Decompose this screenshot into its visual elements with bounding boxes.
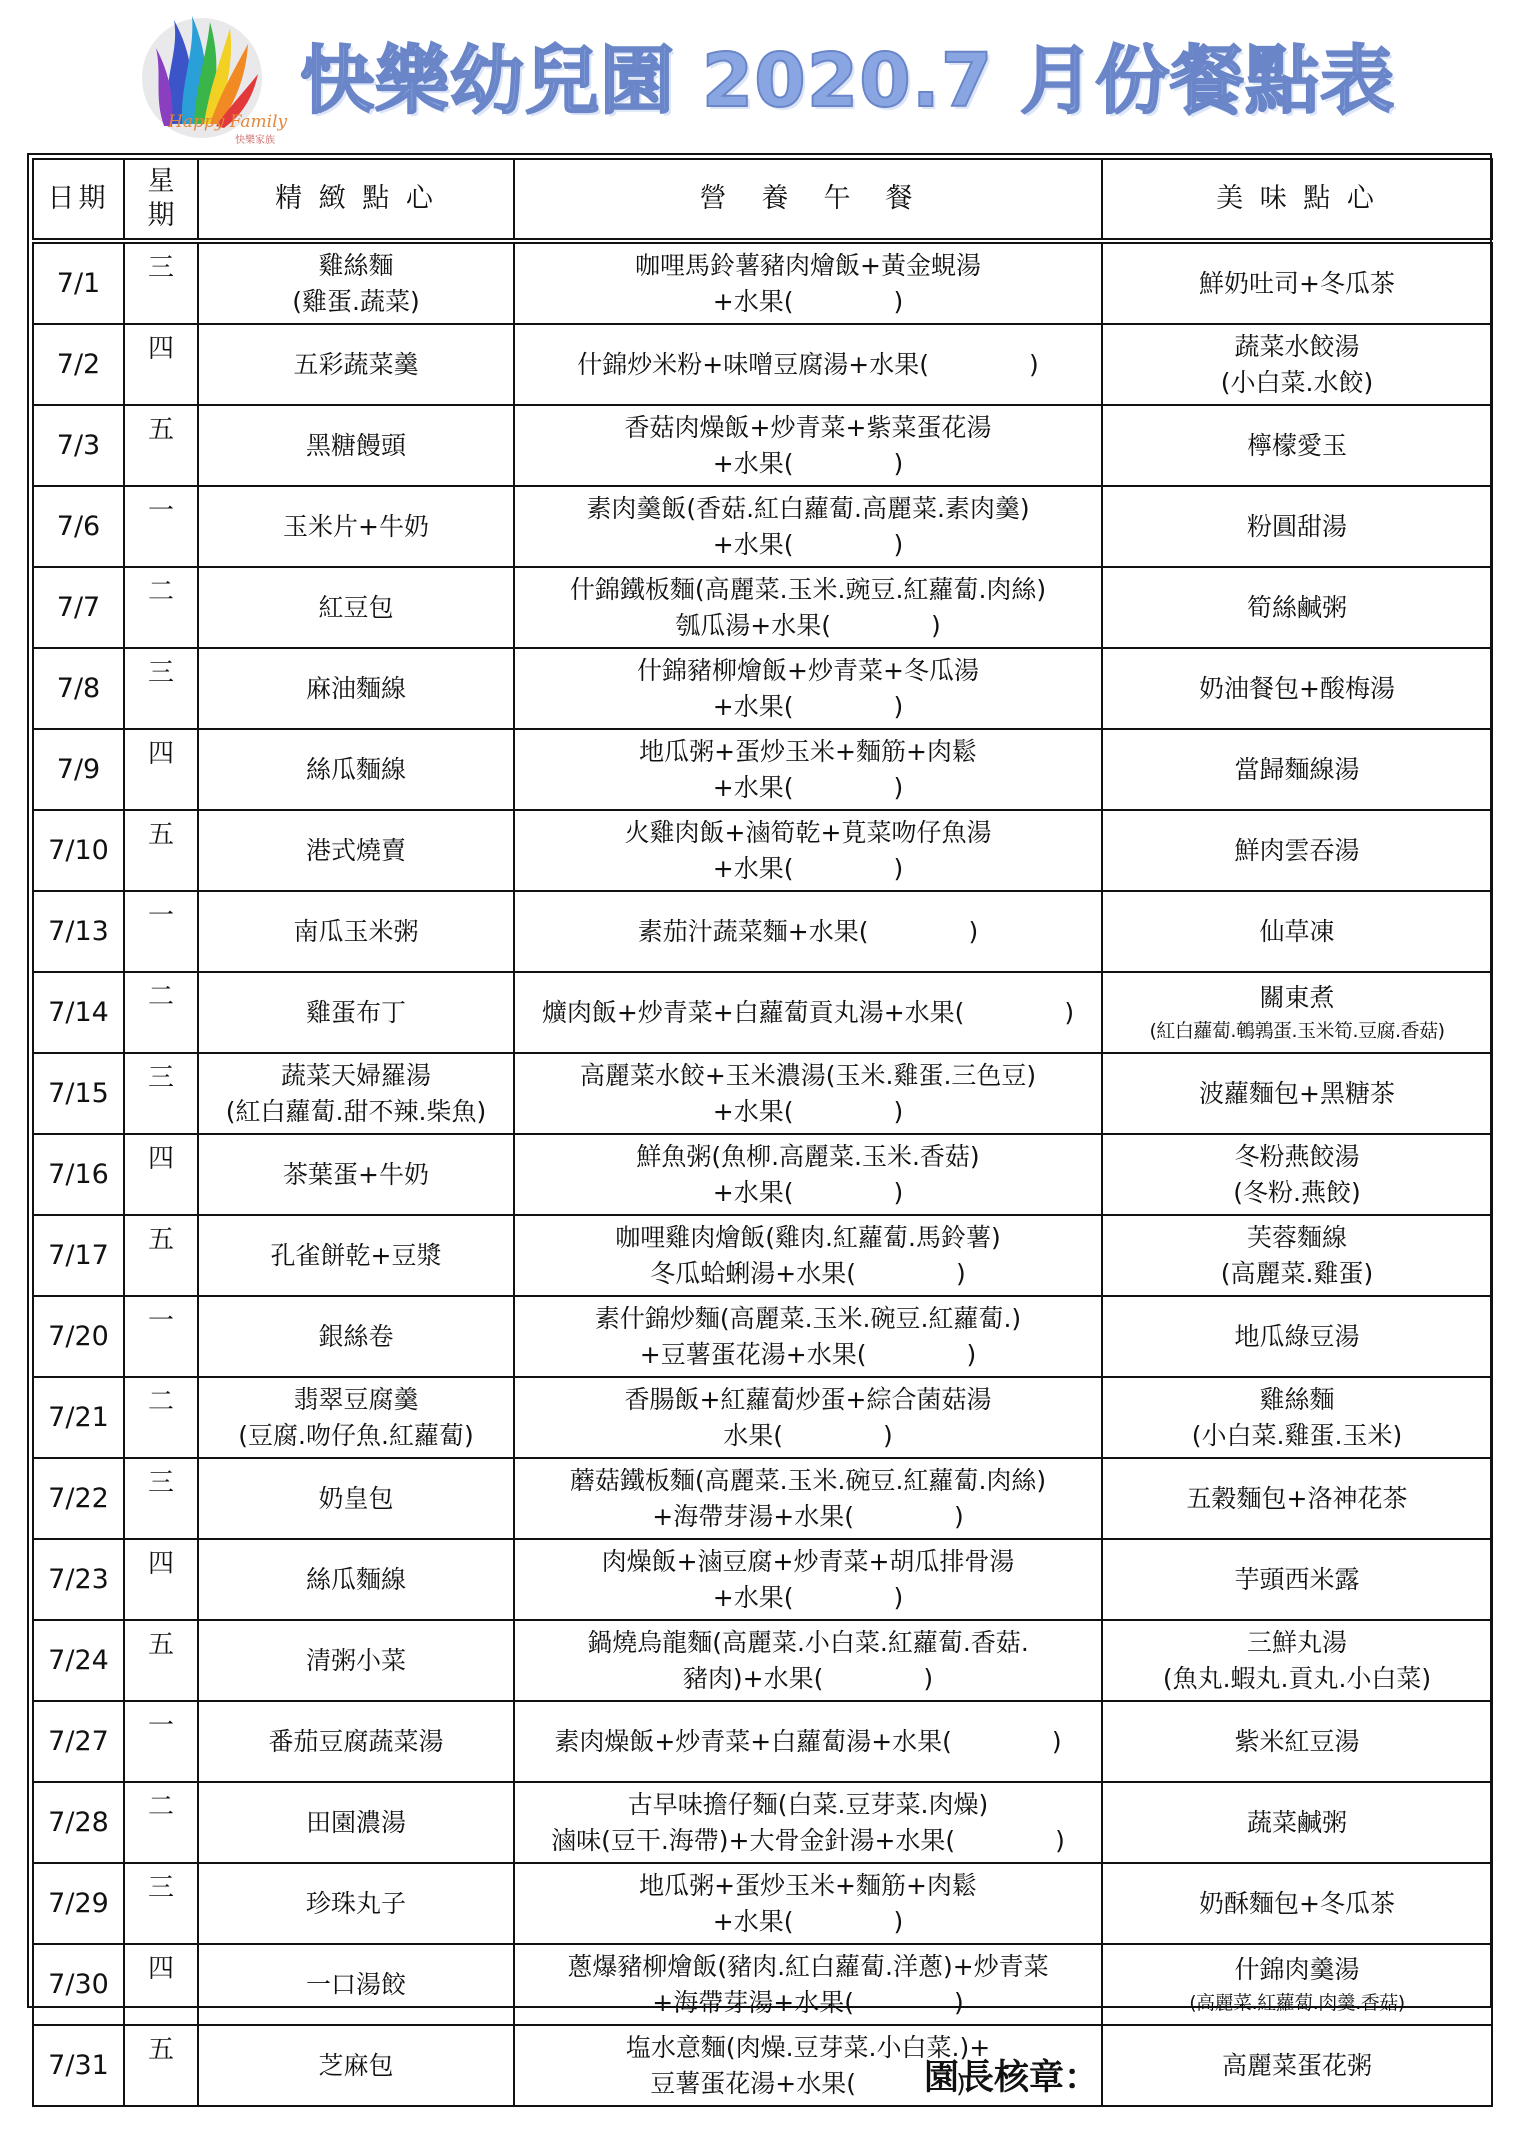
lunch-cell-line: 什錦鐵板麵(高麗菜.玉米.豌豆.紅蘿蔔.肉絲) <box>569 574 1047 604</box>
menu-table-body <box>33 241 1492 2106</box>
morning-snack-cell <box>198 810 514 891</box>
morning-snack-cell <box>198 891 514 972</box>
lunch-cell-line: 蔥爆豬柳燴飯(豬肉.紅白蘿蔔.洋蔥)+炒青菜 <box>567 1951 1049 1981</box>
afternoon-snack-cell-line: 奶酥麵包+冬瓜茶 <box>1199 1888 1395 1918</box>
header-weekday: 星 期 <box>124 159 198 241</box>
morning-snack-cell-line: 孔雀餅乾+豆漿 <box>270 1240 442 1270</box>
table-row <box>33 1053 1492 1134</box>
weekday-cell: 五 <box>124 1215 198 1296</box>
weekday-cell: 一 <box>124 891 198 972</box>
morning-snack-cell <box>198 1620 514 1701</box>
afternoon-snack-cell-line: 粉圓甜湯 <box>1246 511 1347 541</box>
afternoon-snack-cell-line: 紫米紅豆湯 <box>1234 1726 1360 1756</box>
date-cell: 7/10 <box>33 810 124 891</box>
logo-text: Happy Family <box>168 112 288 132</box>
morning-snack-cell <box>198 729 514 810</box>
lunch-cell <box>514 972 1102 1053</box>
afternoon-snack-cell <box>1102 486 1492 567</box>
afternoon-snack-cell <box>1102 241 1492 324</box>
lunch-cell-line: +水果( ) <box>712 448 904 478</box>
afternoon-snack-cell-line: 芙蓉麵線 <box>1246 1222 1347 1252</box>
lunch-cell-line: 香菇肉燥飯+炒青菜+紫菜蛋花湯 <box>624 412 992 442</box>
table-row <box>33 810 1492 891</box>
lunch-cell-line: 塩水意麵(肉燥.豆芽菜.小白菜.)+ <box>625 2032 991 2062</box>
afternoon-snack-cell-line: 雞絲麵 <box>1259 1384 1335 1414</box>
afternoon-snack-cell <box>1102 1296 1492 1377</box>
weekday-cell: 二 <box>124 1377 198 1458</box>
table-row <box>33 486 1492 567</box>
morning-snack-cell <box>198 1134 514 1215</box>
lunch-cell <box>514 1863 1102 1944</box>
lunch-cell-line: +水果( ) <box>712 529 904 559</box>
morning-snack-cell-line: (雞蛋.蔬菜) <box>292 286 420 316</box>
date-cell: 7/3 <box>33 405 124 486</box>
table-row <box>33 1215 1492 1296</box>
table-row <box>33 1296 1492 1377</box>
morning-snack-cell <box>198 1296 514 1377</box>
morning-snack-cell-line: 絲瓜麵線 <box>305 754 406 784</box>
afternoon-snack-cell <box>1102 1782 1492 1863</box>
weekday-cell: 四 <box>124 1944 198 2025</box>
morning-snack-cell <box>198 324 514 405</box>
morning-snack-cell <box>198 1053 514 1134</box>
weekday-cell: 五 <box>124 1620 198 1701</box>
morning-snack-cell <box>198 567 514 648</box>
lunch-cell-line: 古早味擔仔麵(白菜.豆芽菜.肉燥) <box>627 1789 989 1819</box>
table-row <box>33 1782 1492 1863</box>
morning-snack-cell-line: 清粥小菜 <box>305 1645 406 1675</box>
afternoon-snack-cell-line: 五穀麵包+洛神花茶 <box>1186 1483 1408 1513</box>
afternoon-snack-cell-line: 蔬菜鹹粥 <box>1246 1807 1347 1837</box>
weekday-cell: 一 <box>124 1701 198 1782</box>
lunch-cell <box>514 1134 1102 1215</box>
date-cell: 7/23 <box>33 1539 124 1620</box>
morning-snack-cell-line: 銀絲卷 <box>318 1321 394 1351</box>
lunch-cell-line: 滷味(豆干.海帶)+大骨金針湯+水果( ) <box>551 1825 1065 1855</box>
morning-snack-cell-line: 紅豆包 <box>318 592 394 622</box>
lunch-cell-line: 高麗菜水餃+玉米濃湯(玉米.雞蛋.三色豆) <box>579 1060 1037 1090</box>
lunch-cell-line: 爌肉飯+炒青菜+白蘿蔔貢丸湯+水果( ) <box>541 997 1075 1027</box>
afternoon-snack-cell-line: 芋頭西米露 <box>1234 1564 1360 1594</box>
lunch-cell-line: +水果( ) <box>712 853 904 883</box>
weekday-cell: 五 <box>124 2025 198 2106</box>
morning-snack-cell-line: 雞絲麵 <box>318 250 394 280</box>
morning-snack-cell <box>198 241 514 324</box>
menu-table <box>32 158 1493 2107</box>
table-row <box>33 729 1492 810</box>
morning-snack-cell-line: 五彩蔬菜羹 <box>293 349 419 379</box>
weekday-cell: 三 <box>124 1053 198 1134</box>
lunch-cell-line: 咖哩雞肉燴飯(雞肉.紅蘿蔔.馬鈴薯) <box>615 1222 1001 1252</box>
lunch-cell <box>514 729 1102 810</box>
afternoon-snack-cell <box>1102 567 1492 648</box>
director-stamp-label: 園長核章： <box>924 2058 1100 2098</box>
header-morning-snack: 精 緻 點 心 <box>198 159 514 241</box>
afternoon-snack-cell <box>1102 729 1492 810</box>
afternoon-snack-cell-line: (冬粉.燕餃) <box>1233 1177 1361 1207</box>
lunch-cell <box>514 810 1102 891</box>
afternoon-snack-cell-line: 冬粉燕餃湯 <box>1234 1141 1360 1171</box>
lunch-cell-line: +豆薯蛋花湯+水果( ) <box>639 1339 977 1369</box>
lunch-cell-line: 素肉燥飯+炒青菜+白蘿蔔湯+水果( ) <box>554 1726 1062 1756</box>
lunch-cell <box>514 1620 1102 1701</box>
morning-snack-cell-line: 麻油麵線 <box>305 673 406 703</box>
morning-snack-cell <box>198 1863 514 1944</box>
weekday-cell: 三 <box>124 1458 198 1539</box>
afternoon-snack-cell <box>1102 1134 1492 1215</box>
lunch-cell-line: 什錦炒米粉+味噌豆腐湯+水果( ) <box>577 349 1039 379</box>
morning-snack-cell <box>198 1782 514 1863</box>
lunch-cell-line: 素茄汁蔬菜麵+水果( ) <box>637 916 979 946</box>
table-row <box>33 405 1492 486</box>
afternoon-snack-cell-line: 關東煮 <box>1259 982 1335 1012</box>
table-row <box>33 1377 1492 1458</box>
morning-snack-cell <box>198 1215 514 1296</box>
date-cell: 7/7 <box>33 567 124 648</box>
date-cell: 7/6 <box>33 486 124 567</box>
afternoon-snack-cell-line: 高麗菜蛋花粥 <box>1221 2050 1372 2080</box>
morning-snack-cell-line: (豆腐.吻仔魚.紅蘿蔔) <box>238 1420 474 1450</box>
weekday-cell: 四 <box>124 1539 198 1620</box>
header-date: 日期 <box>33 159 124 241</box>
morning-snack-cell <box>198 1944 514 2025</box>
morning-snack-cell-line: 田園濃湯 <box>305 1807 406 1837</box>
weekday-cell: 二 <box>124 567 198 648</box>
weekday-cell: 五 <box>124 405 198 486</box>
date-cell: 7/15 <box>33 1053 124 1134</box>
date-cell: 7/13 <box>33 891 124 972</box>
lunch-cell-line: 香腸飯+紅蘿蔔炒蛋+綜合菌菇湯 <box>624 1384 992 1414</box>
lunch-cell-line: +水果( ) <box>712 691 904 721</box>
lunch-cell <box>514 1701 1102 1782</box>
lunch-cell <box>514 1296 1102 1377</box>
lunch-cell-line: +水果( ) <box>712 1177 904 1207</box>
lunch-cell-line: 素肉羹飯(香菇.紅白蘿蔔.高麗菜.素肉羹) <box>586 493 1030 523</box>
weekday-cell: 二 <box>124 1782 198 1863</box>
lunch-cell <box>514 648 1102 729</box>
morning-snack-cell-line: 玉米片+牛奶 <box>283 511 429 541</box>
afternoon-snack-cell-line: 筍絲鹹粥 <box>1246 592 1347 622</box>
morning-snack-cell <box>198 405 514 486</box>
lunch-cell <box>514 241 1102 324</box>
afternoon-snack-cell <box>1102 1944 1492 2025</box>
lunch-cell-line: 瓠瓜湯+水果( ) <box>675 610 941 640</box>
morning-snack-cell-line: 一口湯餃 <box>305 1969 406 1999</box>
morning-snack-cell-line: 茶葉蛋+牛奶 <box>283 1159 429 1189</box>
weekday-cell: 四 <box>124 729 198 810</box>
morning-snack-cell <box>198 2025 514 2106</box>
afternoon-snack-cell-line: 波蘿麵包+黑糖茶 <box>1199 1078 1395 1108</box>
date-cell: 7/22 <box>33 1458 124 1539</box>
lunch-cell-line: 鮮魚粥(魚柳.高麗菜.玉米.香菇) <box>636 1141 980 1171</box>
table-row <box>33 1458 1492 1539</box>
lunch-cell-line: +水果( ) <box>712 772 904 802</box>
weekday-cell: 一 <box>124 486 198 567</box>
table-row <box>33 648 1492 729</box>
afternoon-snack-cell-line: (小白菜.雞蛋.玉米) <box>1191 1420 1403 1450</box>
table-row <box>33 1944 1492 2025</box>
lunch-cell-line: 素什錦炒麵(高麗菜.玉米.碗豆.紅蘿蔔.) <box>594 1303 1022 1333</box>
weekday-cell: 二 <box>124 972 198 1053</box>
lunch-cell-line: 鍋燒烏龍麵(高麗菜.小白菜.紅蘿蔔.香菇. <box>587 1627 1029 1657</box>
table-row <box>33 1134 1492 1215</box>
lunch-cell <box>514 567 1102 648</box>
date-cell: 7/17 <box>33 1215 124 1296</box>
table-row <box>33 1701 1492 1782</box>
lunch-cell <box>514 324 1102 405</box>
morning-snack-cell-line: 南瓜玉米粥 <box>293 916 419 946</box>
weekday-cell: 四 <box>124 1134 198 1215</box>
morning-snack-cell-line: 芝麻包 <box>318 2050 394 2080</box>
afternoon-snack-cell <box>1102 1539 1492 1620</box>
lunch-cell-line: 咖哩馬鈴薯豬肉燴飯+黃金蜆湯 <box>635 250 981 280</box>
afternoon-snack-cell-line: (紅白蘿蔔.鵪鶉蛋.玉米筍.豆腐.香菇) <box>1149 1019 1445 1042</box>
afternoon-snack-cell <box>1102 1377 1492 1458</box>
table-row <box>33 241 1492 324</box>
lunch-cell-line: 肉燥飯+滷豆腐+炒青菜+胡瓜排骨湯 <box>601 1546 1015 1576</box>
morning-snack-cell-line: 絲瓜麵線 <box>305 1564 406 1594</box>
lunch-cell-line: +海帶芽湯+水果( ) <box>652 1501 964 1531</box>
afternoon-snack-cell-line: 什錦肉羹湯 <box>1234 1954 1360 1984</box>
date-cell: 7/28 <box>33 1782 124 1863</box>
table-row <box>33 972 1492 1053</box>
morning-snack-cell-line: 奶皇包 <box>318 1483 394 1513</box>
afternoon-snack-cell <box>1102 1053 1492 1134</box>
lunch-cell-line: 火雞肉飯+滷筍乾+莧菜吻仔魚湯 <box>624 817 992 847</box>
lunch-cell <box>514 1782 1102 1863</box>
morning-snack-cell <box>198 1539 514 1620</box>
afternoon-snack-cell <box>1102 1701 1492 1782</box>
morning-snack-cell <box>198 486 514 567</box>
lunch-cell <box>514 1215 1102 1296</box>
afternoon-snack-cell-line: 鮮肉雲吞湯 <box>1234 835 1360 865</box>
lunch-cell <box>514 1377 1102 1458</box>
table-row <box>33 2025 1492 2106</box>
lunch-cell <box>514 1944 1102 2025</box>
date-cell: 7/31 <box>33 2025 124 2106</box>
afternoon-snack-cell <box>1102 972 1492 1053</box>
weekday-cell: 三 <box>124 1863 198 1944</box>
lunch-cell-line: 地瓜粥+蛋炒玉米+麵筋+肉鬆 <box>639 736 977 766</box>
morning-snack-cell-line: 雞蛋布丁 <box>305 997 406 1027</box>
lunch-cell-line: 豆薯蛋花湯+水果( ) <box>650 2068 966 2098</box>
morning-snack-cell <box>198 1701 514 1782</box>
afternoon-snack-cell <box>1102 2025 1492 2106</box>
table-row <box>33 324 1492 405</box>
lunch-cell <box>514 405 1102 486</box>
date-cell: 7/8 <box>33 648 124 729</box>
date-cell: 7/30 <box>33 1944 124 2025</box>
lunch-cell-line: 什錦豬柳燴飯+炒青菜+冬瓜湯 <box>637 655 979 685</box>
afternoon-snack-cell-line: (小白菜.水餃) <box>1220 367 1374 397</box>
date-cell: 7/24 <box>33 1620 124 1701</box>
date-cell: 7/29 <box>33 1863 124 1944</box>
lunch-cell-line: +水果( ) <box>712 286 904 316</box>
afternoon-snack-cell <box>1102 891 1492 972</box>
afternoon-snack-cell-line: 仙草凍 <box>1259 916 1335 946</box>
date-cell: 7/21 <box>33 1377 124 1458</box>
date-cell: 7/20 <box>33 1296 124 1377</box>
lunch-cell <box>514 1539 1102 1620</box>
lunch-cell <box>514 891 1102 972</box>
afternoon-snack-cell <box>1102 810 1492 891</box>
weekday-cell: 五 <box>124 810 198 891</box>
table-row <box>33 1620 1492 1701</box>
lunch-cell-line: 地瓜粥+蛋炒玉米+麵筋+肉鬆 <box>639 1870 977 1900</box>
lunch-cell-line: 冬瓜蛤蜊湯+水果( ) <box>650 1258 966 1288</box>
date-cell: 7/27 <box>33 1701 124 1782</box>
lunch-cell-line: 豬肉)+水果( ) <box>682 1663 934 1693</box>
afternoon-snack-cell-line: 檸檬愛玉 <box>1246 430 1347 460</box>
afternoon-snack-cell-line: 鮮奶吐司+冬瓜茶 <box>1199 268 1395 298</box>
logo-subtext: 快樂家族 <box>235 135 275 146</box>
table-header-row <box>33 159 1492 241</box>
lunch-cell <box>514 486 1102 567</box>
morning-snack-cell-line: 番茄豆腐蔬菜湯 <box>268 1726 444 1756</box>
lunch-cell <box>514 1053 1102 1134</box>
lunch-cell-line: +水果( ) <box>712 1906 904 1936</box>
table-row <box>33 1539 1492 1620</box>
lunch-cell-line: 蘑菇鐵板麵(高麗菜.玉米.碗豆.紅蘿蔔.肉絲) <box>569 1465 1047 1495</box>
afternoon-snack-cell <box>1102 1863 1492 1944</box>
weekday-cell: 三 <box>124 241 198 324</box>
afternoon-snack-cell <box>1102 1215 1492 1296</box>
lunch-cell-line: +海帶芽湯+水果( ) <box>652 1987 964 2017</box>
lunch-cell-line: +水果( ) <box>712 1096 904 1126</box>
afternoon-snack-cell-line: (高麗菜.雞蛋) <box>1220 1258 1374 1288</box>
page-header <box>0 0 1518 150</box>
table-row <box>33 1863 1492 1944</box>
date-cell: 7/14 <box>33 972 124 1053</box>
afternoon-snack-cell-line: 蔬菜水餃湯 <box>1234 331 1360 361</box>
afternoon-snack-cell <box>1102 648 1492 729</box>
afternoon-snack-cell-line: 奶油餐包+酸梅湯 <box>1199 673 1395 703</box>
afternoon-snack-cell-line: 地瓜綠豆湯 <box>1234 1321 1360 1351</box>
morning-snack-cell-line: 港式燒賣 <box>305 835 406 865</box>
weekday-cell: 一 <box>124 1296 198 1377</box>
date-cell: 7/9 <box>33 729 124 810</box>
header-lunch: 營 養 午 餐 <box>514 159 1102 241</box>
morning-snack-cell <box>198 1377 514 1458</box>
morning-snack-cell <box>198 972 514 1053</box>
afternoon-snack-cell-line: 當歸麵線湯 <box>1234 754 1360 784</box>
morning-snack-cell-line: 珍珠丸子 <box>305 1888 406 1918</box>
morning-snack-cell-line: 蔬菜天婦羅湯 <box>280 1060 431 1090</box>
date-cell: 7/16 <box>33 1134 124 1215</box>
lunch-cell <box>514 1458 1102 1539</box>
date-cell: 7/2 <box>33 324 124 405</box>
morning-snack-cell-line: 翡翠豆腐羹 <box>293 1384 419 1414</box>
page-title: 快樂幼兒園 2020.7 月份餐點表 <box>300 38 1396 124</box>
table-row <box>33 891 1492 972</box>
morning-snack-cell-line: 黑糖饅頭 <box>305 430 406 460</box>
lunch-cell-line: 水果( ) <box>723 1420 893 1450</box>
afternoon-snack-cell-line: 三鮮丸湯 <box>1246 1627 1347 1657</box>
date-cell: 7/1 <box>33 241 124 324</box>
header-afternoon-snack: 美 味 點 心 <box>1102 159 1492 241</box>
lunch-cell-line: +水果( ) <box>712 1582 904 1612</box>
morning-snack-cell <box>198 648 514 729</box>
afternoon-snack-cell-line: (魚丸.蝦丸.貢丸.小白菜) <box>1162 1663 1432 1693</box>
weekday-cell: 四 <box>124 324 198 405</box>
weekday-cell: 三 <box>124 648 198 729</box>
morning-snack-cell-line: (紅白蘿蔔.甜不辣.柴魚) <box>225 1096 487 1126</box>
afternoon-snack-cell-line: (高麗菜.紅蘿蔔.肉羹.香菇) <box>1189 1991 1405 2014</box>
afternoon-snack-cell <box>1102 405 1492 486</box>
table-row <box>33 567 1492 648</box>
morning-snack-cell <box>198 1458 514 1539</box>
afternoon-snack-cell <box>1102 1458 1492 1539</box>
afternoon-snack-cell <box>1102 1620 1492 1701</box>
afternoon-snack-cell <box>1102 324 1492 405</box>
